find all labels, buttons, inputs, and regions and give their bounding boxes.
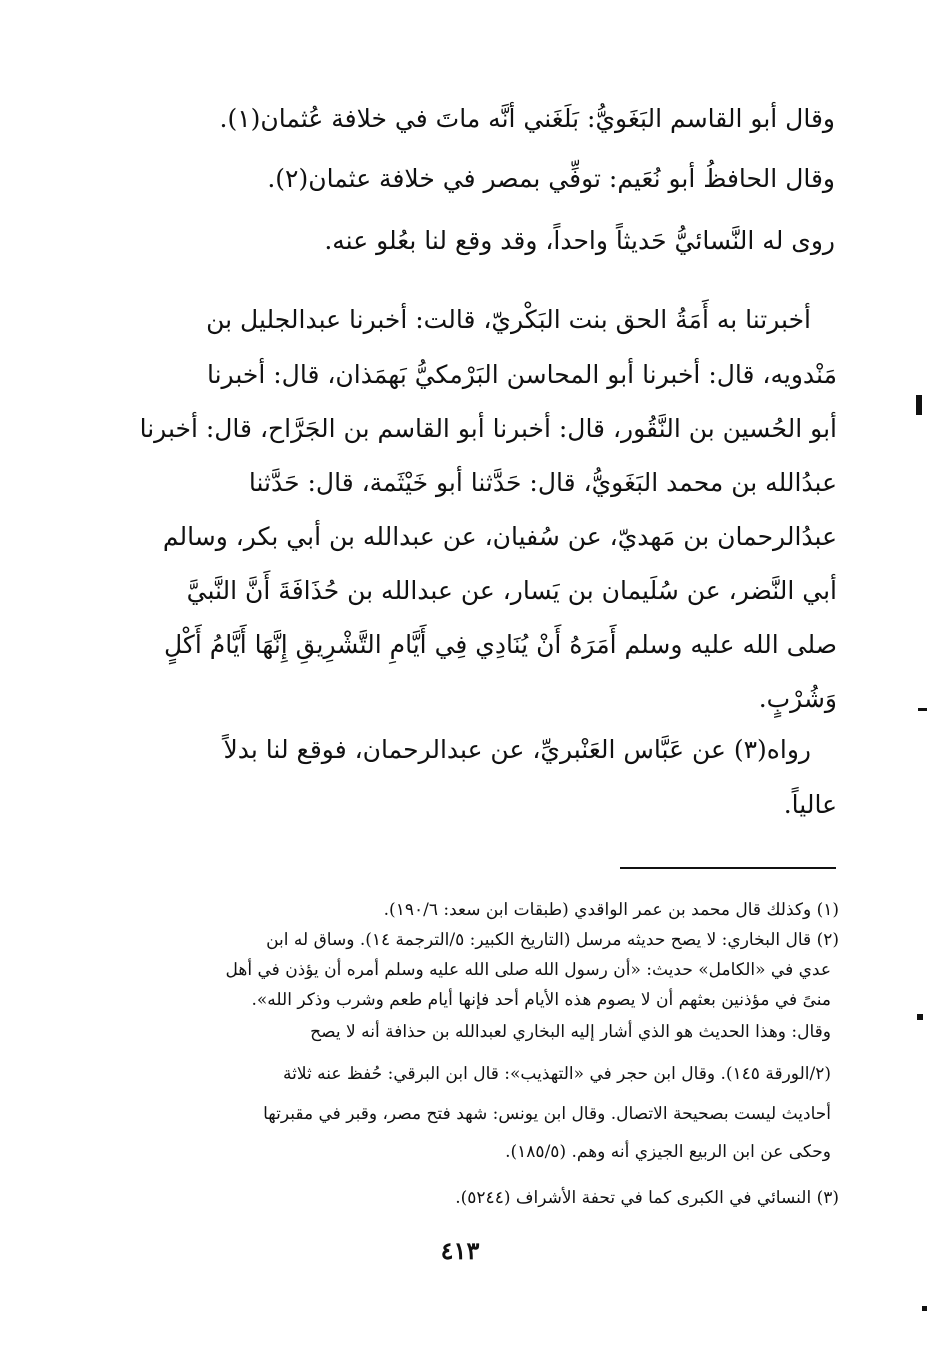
isnad-line: أبي النَّضر، عن سُلَيمان بن يَسار، عن عبدالله بن حُذَافَةَ أَنَّ النَّبيَّ bbox=[186, 576, 837, 605]
footnote-line: منىً في مؤذنين بعثهم أن لا يصوم هذه الأيام أحد فإنها أيام طعم وشرب وذكر الله». bbox=[251, 990, 831, 1010]
footnote-line: (٢/الورقة ١٤٥). وقال ابن حجر في «التهذيب»: قال ابن البرقي: حُفظ عنه ثلاثة bbox=[283, 1064, 831, 1084]
riwaya-line: عالياً. bbox=[783, 790, 837, 819]
isnad-line: صلى الله عليه وسلم أَمَرَهُ أَنْ يُنَادِي فِي أَيَّامِ التَّشْرِيقِ إِنَّهَا أَيَّامُ أَكْلٍ bbox=[164, 630, 837, 659]
footnote-line: عدي في «الكامل» حديث: «أن رسول الله صلى الله عليه وسلم أمره أن يؤذن في أهل bbox=[225, 960, 831, 980]
isnad-line: وَشُرْبٍ. bbox=[758, 684, 837, 713]
footnote-line: وقال: وهذا الحديث هو الذي أشار إليه البخاري لعبدالله بن حذافة أنه لا يصح bbox=[310, 1022, 831, 1042]
footnote-line: وحكى عن ابن الربيع الجيزي أنه وهم. (١٨٥/٥). bbox=[505, 1142, 831, 1162]
footnote-separator bbox=[620, 867, 836, 869]
footnote-line: أحاديث ليست بصحيحة الاتصال. وقال ابن يونس: شهد فتح مصر، وقبر في مقبرتها bbox=[263, 1104, 831, 1124]
riwaya-line: رواه(٣) عن عَبَّاس العَنْبريِّ، عن عبدالرحمان، فوقع لنا بدلاً bbox=[223, 735, 811, 764]
isnad-line: أبو الحُسين بن النَّقُور، قال: أخبرنا أبو القاسم بن الجَرَّاح، قال: أخبرنا bbox=[139, 414, 837, 443]
scan-edge-mark bbox=[917, 1014, 923, 1020]
text-line: وقال الحافظُ أبو نُعَيم: توفِّي بمصر في خلافة عثمان(٢). bbox=[267, 164, 835, 193]
footnote-line: (١) وكذلك قال محمد بن عمر الواقدي (طبقات ابن سعد: ١٩٠/٦). bbox=[383, 900, 839, 920]
isnad-line: عبدُالرحمان بن مَهديّ، عن سُفيان، عن عبدالله بن أبي بكر، وسالم bbox=[162, 522, 837, 551]
scan-edge-mark bbox=[922, 1306, 927, 1311]
page-number: ٤١٣ bbox=[440, 1236, 480, 1265]
text-line: وقال أبو القاسم البَغَويُّ: بَلَغَني أنَّه ماتَ في خلافة عُثمان(١). bbox=[219, 104, 835, 133]
scan-edge-mark bbox=[916, 395, 922, 415]
scan-edge-mark bbox=[918, 708, 927, 711]
isnad-line: عبدُالله بن محمد البَغَويُّ، قال: حَدَّثنا أبو خَيْثَمة، قال: حَدَّثنا bbox=[248, 468, 837, 497]
footnote-line: (٢) قال البخاري: لا يصح حديثه مرسل (التاريخ الكبير: ٥/الترجمة ١٤). وساق له ابن bbox=[266, 930, 839, 950]
isnad-line: أخبرتنا به أَمَةُ الحق بنت البَكْريّ، قالت: أخبرنا عبدالجليل بن bbox=[206, 305, 811, 334]
footnote-line: (٣) النسائي في الكبرى كما في تحفة الأشراف (٥٢٤٤). bbox=[455, 1188, 839, 1208]
isnad-line: مَنْدويه، قال: أخبرنا أبو المحاسن البَرْمكيُّ بَهمَذان، قال: أخبرنا bbox=[206, 360, 837, 389]
text-line: روى له النَّسائيُّ حَديثاً واحداً، وقد وقع لنا بعُلو عنه. bbox=[324, 226, 835, 255]
